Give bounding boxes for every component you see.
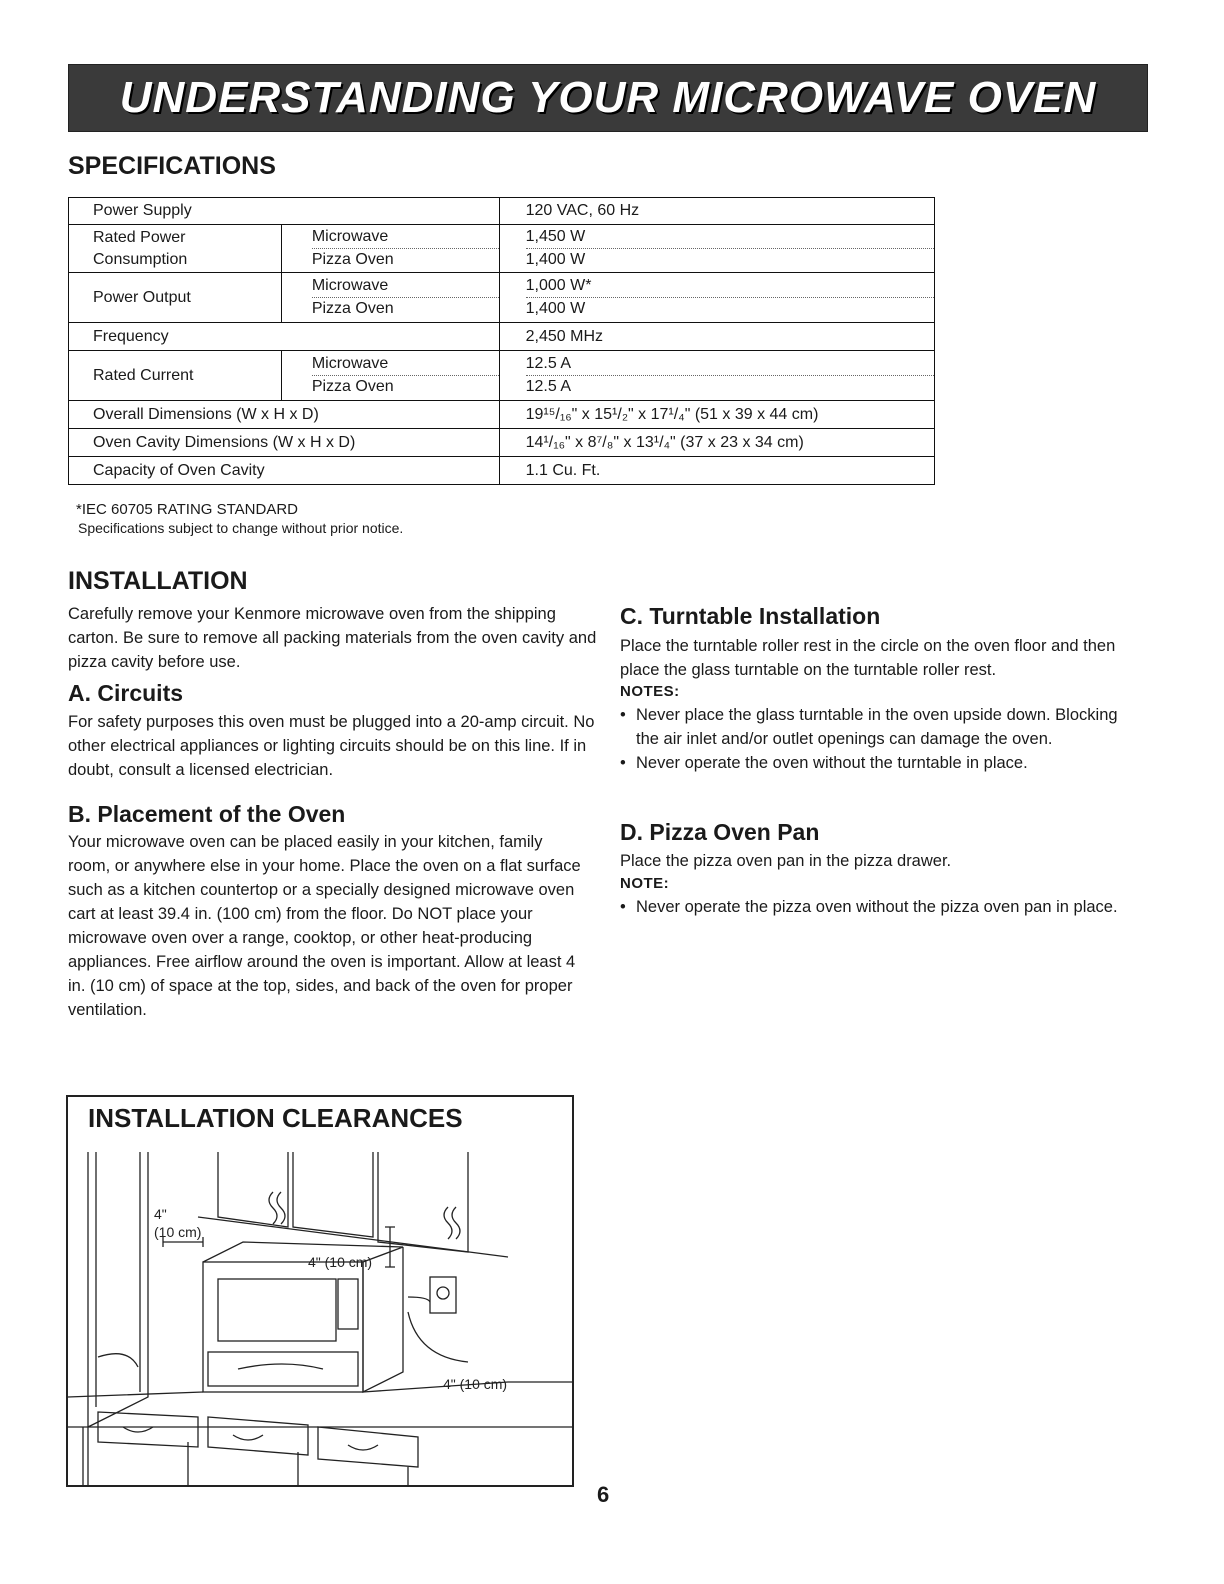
banner-title: UNDERSTANDING YOUR MICROWAVE OVEN [119, 73, 1097, 122]
spec-values: 1,000 W* 1,400 W [499, 273, 934, 323]
installation-heading: INSTALLATION [68, 567, 248, 595]
spec-label: Overall Dimensions (W x H x D) [69, 401, 500, 429]
table-row [69, 429, 935, 457]
installation-intro: Carefully remove your Kenmore microwave oven from the shipping carton. Be sure to remove all packing materials from the oven cavity and pizza cavity before use. [68, 605, 597, 671]
side-clearance-label: 4" [154, 1206, 167, 1222]
spec-label: Rated Current [69, 351, 282, 401]
spec-values: 1,450 W 1,400 W [499, 225, 934, 273]
pizza-pan-notes [620, 895, 1120, 919]
back-clearance-label: 4" (10 cm) [443, 1376, 508, 1392]
turntable-notes [620, 703, 1120, 775]
side-clearance-label-cm: (10 cm) [154, 1224, 202, 1240]
spec-sublabels: Microwave Pizza Oven [281, 351, 499, 401]
outlet [430, 1277, 456, 1313]
spec-label: Capacity of Oven Cavity [69, 457, 500, 485]
tall-cabinet [88, 1152, 148, 1485]
table-row [69, 273, 935, 323]
table-row [69, 198, 935, 225]
spec-value: 14¹/₁₆" x 8⁷/₈" x 13¹/₄" (37 x 23 x 34 cm) [499, 429, 934, 457]
list-item: • Never operate the oven without the turntable in place. [620, 751, 1120, 775]
spec-value: 120 VAC, 60 Hz [499, 198, 934, 225]
pizza-pan-text: Place the pizza oven pan in the pizza drawer. [620, 852, 952, 870]
table-row [69, 457, 935, 485]
notes-heading: NOTES: [620, 683, 680, 700]
pizza-pan-heading: D. Pizza Oven Pan [620, 819, 820, 845]
upper-cabinets [218, 1152, 468, 1252]
spec-notice: Specifications subject to change without prior notice. [78, 520, 404, 536]
spec-value: 2,450 MHz [499, 323, 934, 351]
top-clearance-label: 4" (10 cm) [308, 1254, 373, 1270]
turntable-text: Place the turntable roller rest in the circle on the oven floor and then place the glass turntable on the turntable roller rest. [620, 637, 1116, 679]
microwave-body [203, 1262, 363, 1392]
installation-clearances-box [66, 1095, 574, 1487]
clearances-heading: INSTALLATION CLEARANCES [88, 1103, 463, 1133]
table-row [69, 323, 935, 351]
specifications-table [68, 197, 935, 485]
spec-sublabels: Microwave Pizza Oven [281, 273, 499, 323]
list-item: • Never operate the pizza oven without the pizza oven pan in place. [620, 895, 1120, 919]
pizza-drawer [208, 1352, 358, 1386]
spec-label: Rated Power Consumption [69, 225, 282, 273]
clearances-illustration [68, 1097, 572, 1485]
page-number: 6 [597, 1482, 610, 1507]
spec-value: 1.1 Cu. Ft. [499, 457, 934, 485]
circuits-heading: A. Circuits [68, 680, 184, 706]
title-banner [68, 64, 1148, 132]
spec-values: 12.5 A 12.5 A [499, 351, 934, 401]
table-row [69, 351, 935, 401]
table-row [69, 225, 935, 273]
list-item: • Never place the glass turntable in the oven upside down. Blocking the air inlet and/or outlet openings can damage the oven. [620, 703, 1120, 751]
spec-sublabels: Microwave Pizza Oven [281, 225, 499, 273]
table-row [69, 401, 935, 429]
turntable-heading: C. Turntable Installation [620, 603, 881, 629]
circuits-text: For safety purposes this oven must be plugged into a 20-amp circuit. No other electrical appliances or lighting circuits should be on this line. If in doubt, consult a licensed electrician. [68, 713, 595, 779]
spec-label: Power Output [69, 273, 282, 323]
note-heading: NOTE: [620, 875, 670, 892]
spec-label: Oven Cavity Dimensions (W x H x D) [69, 429, 500, 457]
rating-footnote: *IEC 60705 RATING STANDARD [76, 501, 299, 518]
specifications-heading: SPECIFICATIONS [68, 152, 276, 180]
spec-label: Frequency [69, 323, 500, 351]
placement-text: Your microwave oven can be placed easily in your kitchen, family room, or anywhere else in your home. Place the oven on a flat surface such as a kitchen countertop or a specially designed microwave oven cart at least 39.4 in. (100 cm) from the floor. Do NOT place your microwave oven over a range, cooktop, or other heat-producing appliances. Free airflow around the oven is important. Allow at least 4 in. (10 cm) of space at the top, sides, and back of the oven for proper ventilation. [68, 833, 581, 1019]
spec-value: 19¹⁵/₁₆" x 15¹/₂" x 17¹/₄" (51 x 39 x 44 cm) [499, 401, 934, 429]
spec-label: Power Supply [69, 198, 500, 225]
placement-heading: B. Placement of the Oven [68, 801, 346, 827]
